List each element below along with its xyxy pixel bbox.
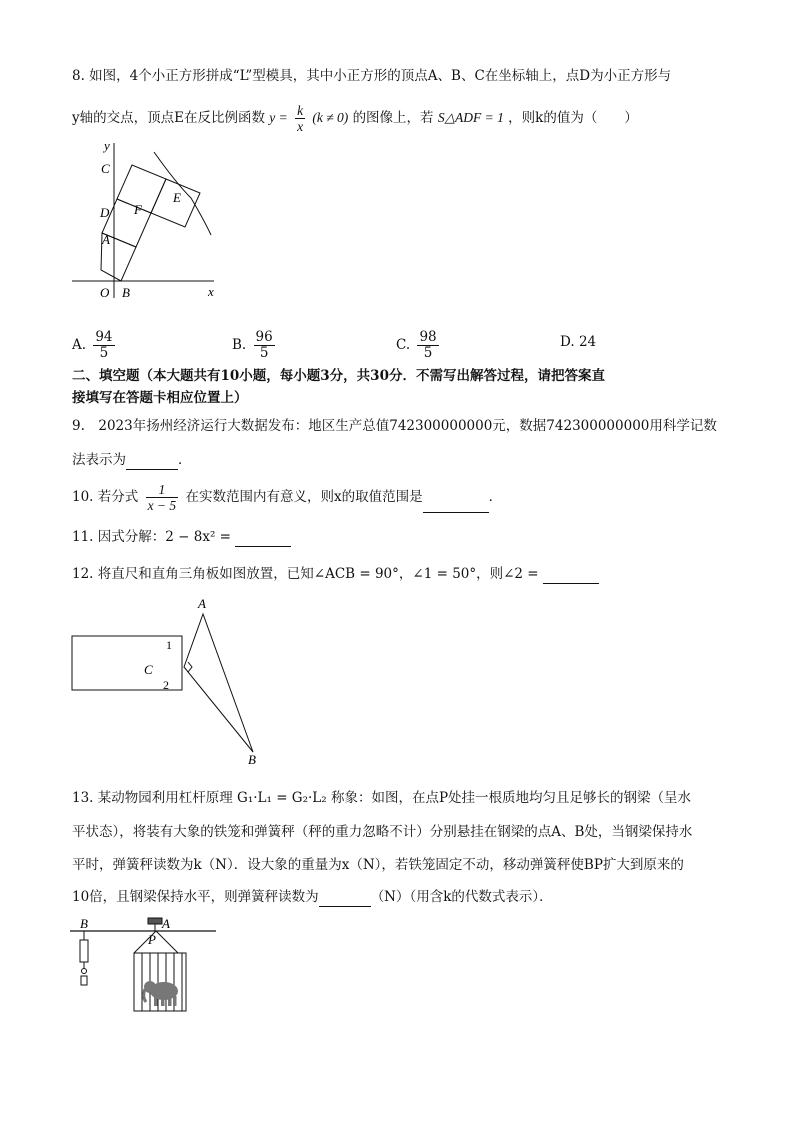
q10-pre: 10. 若分式: [72, 489, 139, 505]
q8-figure: [66, 138, 226, 303]
label-A: A: [198, 596, 206, 611]
label-O: O: [100, 285, 110, 300]
q13-line2: 平状态），将装有大象的铁笼和弹簧秤（秤的重力忽略不计）分别悬挂在钢梁的点A、B处，当钢梁保持水: [72, 824, 693, 840]
label-angle-1: 1: [166, 638, 172, 652]
q10-answer-blank[interactable]: [423, 496, 489, 513]
label-B: B: [80, 916, 88, 931]
q9-line2-text: 法表示为: [72, 452, 126, 468]
right-angle-mark: [188, 662, 192, 672]
spring-scale: [80, 940, 88, 962]
q8-option-d: [560, 332, 596, 352]
option-a-den: 5: [99, 345, 109, 361]
q11-line: [72, 527, 291, 547]
q8-frac-den: x: [297, 119, 304, 134]
option-b-label: B.: [232, 337, 247, 353]
q13-line3: 平时，弹簧秤读数为k（N）．设大象的重量为x（N），若铁笼固定不动，移动弹簧秤使BP扩大到原来的: [72, 857, 684, 873]
q11-text: 11. 因式分解：2 − 8x² =: [72, 529, 231, 545]
label-B: B: [248, 752, 256, 767]
option-a-label: A.: [72, 337, 87, 353]
q13-line4-a: 10倍，且钢梁保持水平，则弹簧秤读数为: [72, 889, 319, 905]
q8-line2: [72, 103, 638, 134]
q10-fraction: [146, 482, 179, 513]
q12-line: [72, 564, 599, 584]
q10-num: 1: [146, 482, 179, 498]
label-F: F: [134, 202, 142, 217]
cage-rope-right: [156, 931, 178, 953]
q11-answer-blank[interactable]: [235, 530, 291, 547]
q13-line1: 13. 某动物园利用杠杆原理 G₁·L₁ = G₂·L₂ 称象：如图，在点P处挂一根质地均匀且足够长的钢梁（呈水: [72, 790, 692, 806]
label-P: P: [148, 932, 156, 947]
option-b-num: 96: [255, 329, 273, 345]
q9-answer-blank[interactable]: [126, 453, 178, 470]
q12-figure: [66, 592, 276, 770]
q9-line2: [72, 450, 192, 470]
label-B: B: [122, 285, 130, 300]
label-E: E: [173, 190, 181, 205]
option-c-num: 98: [419, 329, 437, 345]
q8-option-b: [232, 330, 278, 361]
q9-line1: 9. 2023年扬州经济运行大数据发布：地区生产总值742300000000元，数据742300000000用科学记数: [72, 418, 717, 434]
scale-weight: [81, 976, 87, 985]
option-d-label: D.: [560, 334, 575, 350]
option-a-frac: [93, 330, 114, 361]
q8-line2-a: y轴的交点，顶点E在反比例函数: [72, 110, 265, 126]
label-y: y: [104, 138, 110, 153]
q10-line: [72, 482, 502, 513]
option-c-frac: [417, 330, 438, 361]
label-A: A: [102, 232, 110, 247]
q8-fraction: [295, 103, 305, 134]
section2-line2: 接填写在答题卡相应位置上）: [72, 390, 248, 406]
triangle: [184, 614, 253, 752]
elephant-icon: [144, 981, 178, 1006]
q12-answer-blank[interactable]: [543, 567, 599, 584]
q12-text: 12. 将直尺和直角三角板如图放置，已知∠ACB = 90°，∠1 = 50°，则∠2 =: [72, 566, 539, 582]
option-d-text: 24: [578, 334, 597, 350]
q13-line4: [72, 887, 553, 907]
label-angle-2: 2: [163, 678, 169, 692]
q8-option-a: [72, 330, 118, 361]
q8-option-c: [396, 330, 442, 361]
option-c-label: C.: [396, 337, 411, 353]
q8-y-eq: y =: [269, 110, 288, 125]
q8-line2-c: ，则k的值为（ ）: [508, 110, 638, 126]
label-D: D: [100, 205, 110, 220]
q13-line4-b: （N）（用含k的代数式表示）．: [370, 889, 553, 905]
q8-line1: 8. 如图，4个小正方形拼成“L”型模具，其中小正方形的顶点A、B、C在坐标轴上，点D为小正方形与: [72, 68, 672, 84]
option-a-num: 94: [95, 329, 113, 345]
q8-cond: (k ≠ 0): [312, 110, 349, 125]
label-A: A: [162, 916, 170, 931]
q13-answer-blank[interactable]: [319, 890, 371, 907]
q13-figure: [66, 912, 226, 1022]
label-C: C: [144, 662, 153, 677]
section2-line1: 二、填空题（本大题共有10小题，每小题3分，共30分．不需写出解答过程，请把答案直: [72, 368, 605, 384]
option-c-den: 5: [423, 345, 433, 361]
option-b-den: 5: [259, 345, 269, 361]
label-C: C: [101, 161, 110, 176]
q8-frac-num: k: [297, 103, 304, 118]
q10-den: x − 5: [147, 498, 177, 513]
hyperbola-curve: [154, 152, 211, 235]
pivot-block: [148, 918, 162, 924]
scale-ring: [82, 969, 87, 974]
option-b-frac: [254, 330, 275, 361]
label-x: x: [208, 284, 214, 299]
q10-end: ．: [488, 489, 503, 505]
q9-end: ．: [178, 452, 192, 468]
q8-area: S△ADF = 1: [437, 110, 504, 125]
q8-line2-b: 的图像上，若: [352, 110, 434, 126]
q10-post: 在实数范围内有意义，则x的取值范围是: [185, 489, 423, 505]
